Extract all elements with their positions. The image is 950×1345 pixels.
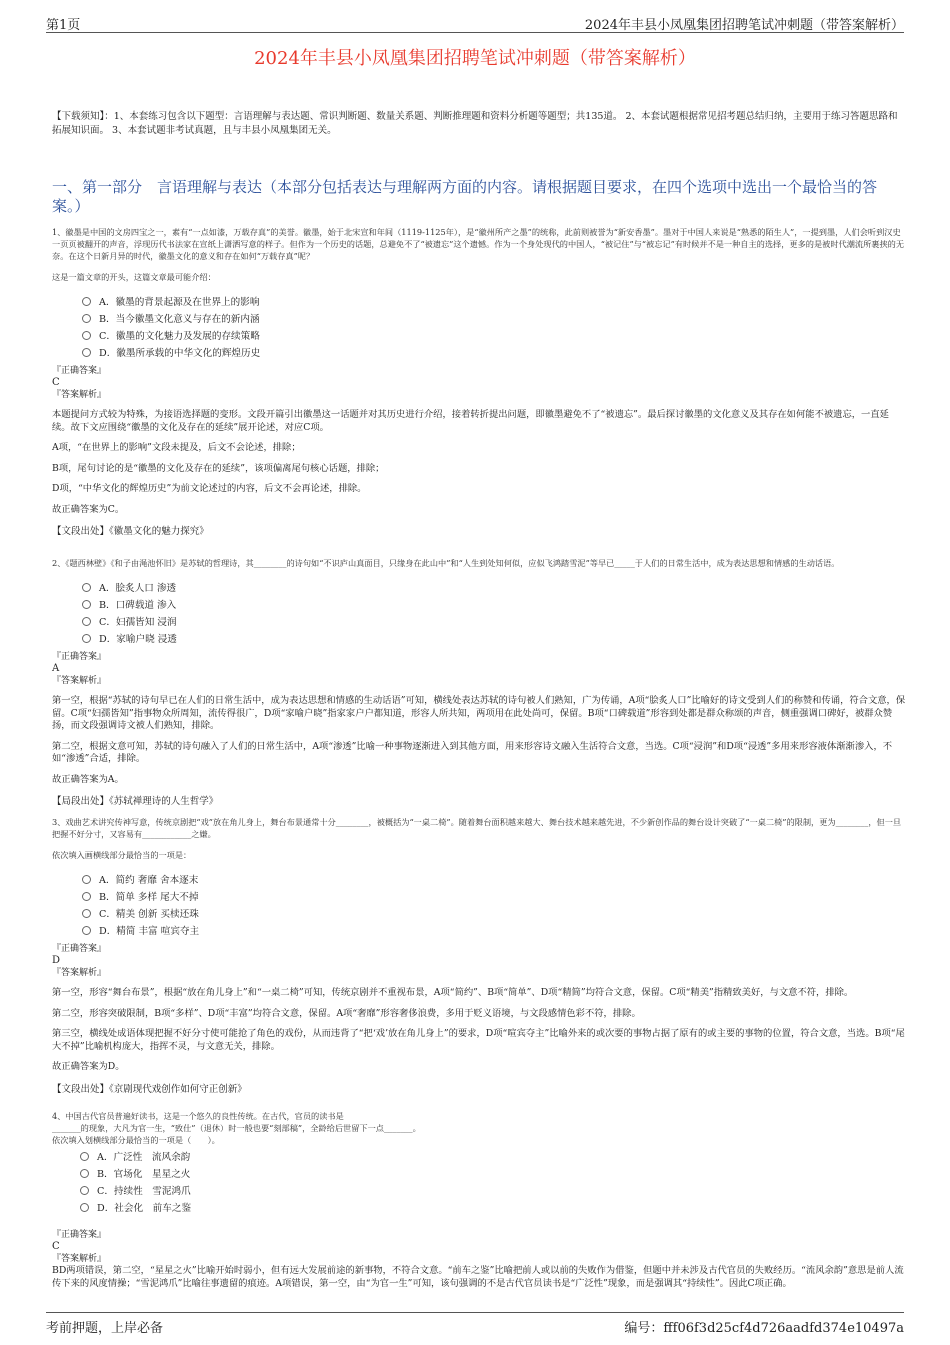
- question-2-passage: 2、《题西林壁》《和子由渑池怀旧》是苏轼的哲理诗，其________的诗句如“不识庐山真面目，只缘身在此山中”和“人生到处知何似，应似飞鸿踏雪泥”等早已_____于人们的日常生活中，成为表达思想和情感的生动话语。: [52, 558, 840, 568]
- question-4-stem: 依次填入划横线部分最恰当的一项是（ ）。: [52, 1135, 220, 1145]
- option-d[interactable]: D．徽墨所承载的中华文化的辉煌历史: [82, 348, 906, 360]
- question-4-passage-line-2: _______的现象，大凡为官一生，“致仕”（退休）时一般也要“刻部稿”，全龄给后世留下一点_______。: [52, 1123, 421, 1133]
- explanation-paragraph: 故正确答案为A。: [52, 773, 124, 785]
- explanation-paragraph: D项，“中华文化的辉煌历史”为前文论述过的内容，后文不会再论述，排除。: [52, 483, 367, 494]
- download-notice: 【下载须知】：1、本套练习包含以下题型：言语理解与表达题、常识判断题、数量关系题、判断推理题和资料分析题等题型；共135道。 2、本套试题根据常见招考题总结归纳，主要用于练习答题思路和拓展知识面。 3、本套试题非考试真题，且与丰县小凤凰集团无关。: [52, 111, 898, 136]
- radio-icon[interactable]: [82, 600, 91, 609]
- radio-icon[interactable]: [82, 617, 91, 626]
- analysis-label: 『答案解析』: [52, 1254, 107, 1264]
- radio-icon[interactable]: [80, 1186, 89, 1195]
- option-d[interactable]: D．社会化 前车之鉴: [80, 1203, 906, 1215]
- explanation-paragraph: 第二空，根据文意可知，苏轼的诗句融入了人们的日常生活中，A项“渗透”比喻一种事物逐渐进入到其他方面，用来形容诗文融入生活符合文意，当选。C项“浸润”和D项“浸透”多用来形容液体渐渐渗入，不如“渗透”合适，排除。: [52, 740, 893, 764]
- option-c[interactable]: C．持续性 雪泥鸿爪: [80, 1186, 906, 1198]
- option-d[interactable]: D．家喻户晓 浸透: [82, 634, 906, 646]
- option-a[interactable]: A．脍炙人口 渗透: [82, 583, 906, 595]
- option-b[interactable]: B．口碑载道 渗入: [82, 600, 906, 612]
- option-a[interactable]: A．广泛性 流风余韵: [80, 1152, 906, 1164]
- radio-icon[interactable]: [82, 926, 91, 935]
- radio-icon[interactable]: [82, 331, 91, 340]
- correct-answer-label: 『正确答案』: [52, 652, 107, 662]
- explanation-paragraph: 本题提问方式较为特殊，为接语选择题的变形。文段开篇引出徽墨这一话题并对其历史进行介绍，接着转折提出问题，即徽墨避免不了“被遗忘”。最后探讨徽墨的文化意义及其存在如何能不被遗忘，一直延续。故下文应围绕“徽墨的文化及存在的延续”展开论述，对应C项。: [52, 409, 889, 433]
- footer-slogan: 考前押题，上岸必备: [46, 1321, 164, 1336]
- source-note: 【局段出处】《苏轼禅理诗的人生哲学》: [52, 796, 219, 807]
- radio-icon[interactable]: [82, 348, 91, 357]
- radio-icon[interactable]: [82, 583, 91, 592]
- correct-answer-label: 『正确答案』: [52, 366, 107, 376]
- question-4: [52, 1110, 906, 1290]
- correct-answer-value: C: [52, 1241, 60, 1252]
- question-2: [52, 557, 906, 808]
- question-3-stem: 依次填入画横线部分最恰当的一项是：: [52, 850, 192, 860]
- radio-icon[interactable]: [82, 634, 91, 643]
- document-title: 2024年丰县小凤凰集团招聘笔试冲刺题（带答案解析）: [254, 48, 696, 69]
- explanation-paragraph: 第二空，形容突破限制，B项“多样”、D项“丰富”均符合文意，保留。A项“奢靡”形容奢侈浪费，多用于贬义语境，与文段感情色彩不符，排除。: [52, 1007, 641, 1019]
- question-1-stem: 这是一篇文章的开头，这篇文章最可能介绍：: [52, 272, 216, 282]
- option-a[interactable]: A．简约 奢靡 舍本逐末: [82, 875, 906, 887]
- explanation-paragraph: A项，“在世界上的影响”文段未提及，后文不会论述，排除；: [52, 442, 301, 453]
- explanation-paragraph: 故正确答案为D。: [52, 1061, 125, 1072]
- question-1: [52, 226, 906, 538]
- radio-icon[interactable]: [80, 1203, 89, 1212]
- explanation-paragraph: 第一空，形容“舞台布景”，根据“放在角儿身上”和“一桌二椅”可知，传统京剧并不重视布景，A项“简约”、B项“简单”、D项“精简”均符合文意，保留。C项“精美”指精致美好，与文意不符，排除。: [52, 987, 854, 998]
- option-a[interactable]: A．徽墨的背景起源及在世界上的影响: [82, 297, 906, 309]
- section-heading: 一、第一部分 言语理解与表达（本部分包括表达与理解两方面的内容。请根据题目要求，在四个选项中选出一个最恰当的答案。）: [52, 178, 878, 215]
- radio-icon[interactable]: [82, 297, 91, 306]
- explanation-paragraph: 第一空，根据“苏轼的诗句早已在人们的日常生活中，成为表达思想和情感的生动话语”可知，横线处表达苏轼的诗句被人们熟知，广为传诵，A项“脍炙人口”比喻好的诗文受到人们的称赞和传诵，符合文意，保留。C项“妇孺皆知”指事物众所周知，流传得很广，D项“家喻户晓”指家家户户都知道，形容人所共知，两项用在此处尚可，保留。B项“口碑载道”形容到处都是群众称颂的声音，侧重强调口碑好，被群众赞扬，而文段强调诗文被人们熟知，排除。: [52, 695, 906, 731]
- correct-answer-value: A: [52, 663, 60, 674]
- page-number: 第1页: [46, 18, 81, 33]
- option-b[interactable]: B．官场化 星星之火: [80, 1169, 906, 1181]
- page-header: [46, 12, 904, 33]
- footer-code: 编号：fff06f3d25cf4d726aadfd374e10497a: [624, 1321, 904, 1336]
- analysis-label: 『答案解析』: [52, 676, 107, 686]
- option-b[interactable]: B．当今徽墨文化意义与存在的新内涵: [82, 314, 906, 326]
- header-doc-title: 2024年丰县小凤凰集团招聘笔试冲刺题（带答案解析）: [584, 18, 904, 33]
- explanation-paragraph: B项，尾句讨论的是“徽墨的文化及存在的延续”，该项偏离尾句核心话题，排除；: [52, 462, 385, 474]
- correct-answer-label: 『正确答案』: [52, 944, 107, 954]
- radio-icon[interactable]: [82, 909, 91, 918]
- source-note: 【文段出处】《徽墨文化的魅力探究》: [52, 526, 209, 537]
- option-c[interactable]: C．妇孺皆知 浸润: [82, 617, 906, 629]
- radio-icon[interactable]: [80, 1169, 89, 1178]
- analysis-label: 『答案解析』: [52, 968, 107, 978]
- correct-answer-label: 『正确答案』: [52, 1230, 107, 1240]
- correct-answer-value: D: [52, 955, 61, 966]
- option-c[interactable]: C．徽墨的文化魅力及发展的存续策略: [82, 331, 906, 343]
- question-3: [52, 816, 906, 1096]
- radio-icon[interactable]: [82, 314, 91, 323]
- option-b[interactable]: B．简单 多样 尾大不掉: [82, 892, 906, 904]
- question-4-passage-line-1: 4、中国古代官员普遍好读书，这是一个悠久的良性传统。在古代，官员的读书是: [52, 1111, 344, 1121]
- radio-icon[interactable]: [82, 875, 91, 884]
- analysis-label: 『答案解析』: [52, 390, 107, 400]
- correct-answer-value: C: [52, 377, 60, 388]
- option-d[interactable]: D．精简 丰富 喧宾夺主: [82, 926, 906, 938]
- radio-icon[interactable]: [80, 1152, 89, 1161]
- explanation-paragraph: 故正确答案为C。: [52, 503, 125, 515]
- explanation-paragraph: 第三空，横线处成语体现把握不好分寸使可能抢了角色的戏份，从而违背了“把‘戏’放在角儿身上”的要求，D项“喧宾夺主”比喻外来的或次要的事物占据了原有的或主要的事物的位置，符合文意，当选。B项“尾大不掉”比喻机构庞大，指挥不灵，与文意无关，排除。: [52, 1028, 905, 1052]
- page-footer: [46, 1312, 904, 1336]
- question-3-passage: 3、戏曲艺术讲究传神写意，传统京剧把“戏”放在角儿身上，舞台布景通常十分________，被概括为“一桌二椅”。随着舞台面积越来越大、舞台技术越来越先进，不少新创作品的舞台设计突破了“一桌二椅”的限制，更为________，但一旦把握不好分寸，又容易有____________之嫌。: [52, 817, 902, 839]
- explanation-paragraph: BD两项错误，第二空，“星星之火”比喻开始时弱小，但有远大发展前途的新事物，不符合文意。“前车之鉴”比喻把前人或以前的失败作为借鉴，但题中并未涉及古代官员的失败经历。“流风余韵”意思是前人流传下来的风度情操；“雪泥鸿爪”比喻往事遗留的痕迹。A项错误，第一空，由“为官一生”可知，该句强调的不是古代官员读书是“广泛性”现象，而是强调其“持续性”。因此C项正确。: [52, 1265, 904, 1289]
- radio-icon[interactable]: [82, 892, 91, 901]
- option-c[interactable]: C．精美 创新 买椟还珠: [82, 909, 906, 921]
- question-1-passage: 1、徽墨是中国的文房四宝之一，素有“一点如漆，万载存真”的美誉。徽墨，始于北宋宣和年间（1119-1125年），是“徽州所产之墨”的统称，此前则被誉为“新安香墨”。墨对于中国人来说是“熟悉的陌生人”，一提到墨，人们会听到汉史一页页被翻开的声音，浮现历代书法家在宣纸上潇洒写意的样子。但作为一个历史的话题，总避免不了“被遗忘”这个遗憾。作为一个身处现代的中国人，“被记住”与“被忘记”有时候并不是一种自主的选择，更多的是被时代潮流所裹挟的无奈。在这个日新月异的时代，徽墨文化的意义和存在如何“万载存真”呢？: [52, 227, 905, 261]
- source-note: 【文段出处】《京剧现代戏创作如何守正创新》: [52, 1083, 247, 1095]
